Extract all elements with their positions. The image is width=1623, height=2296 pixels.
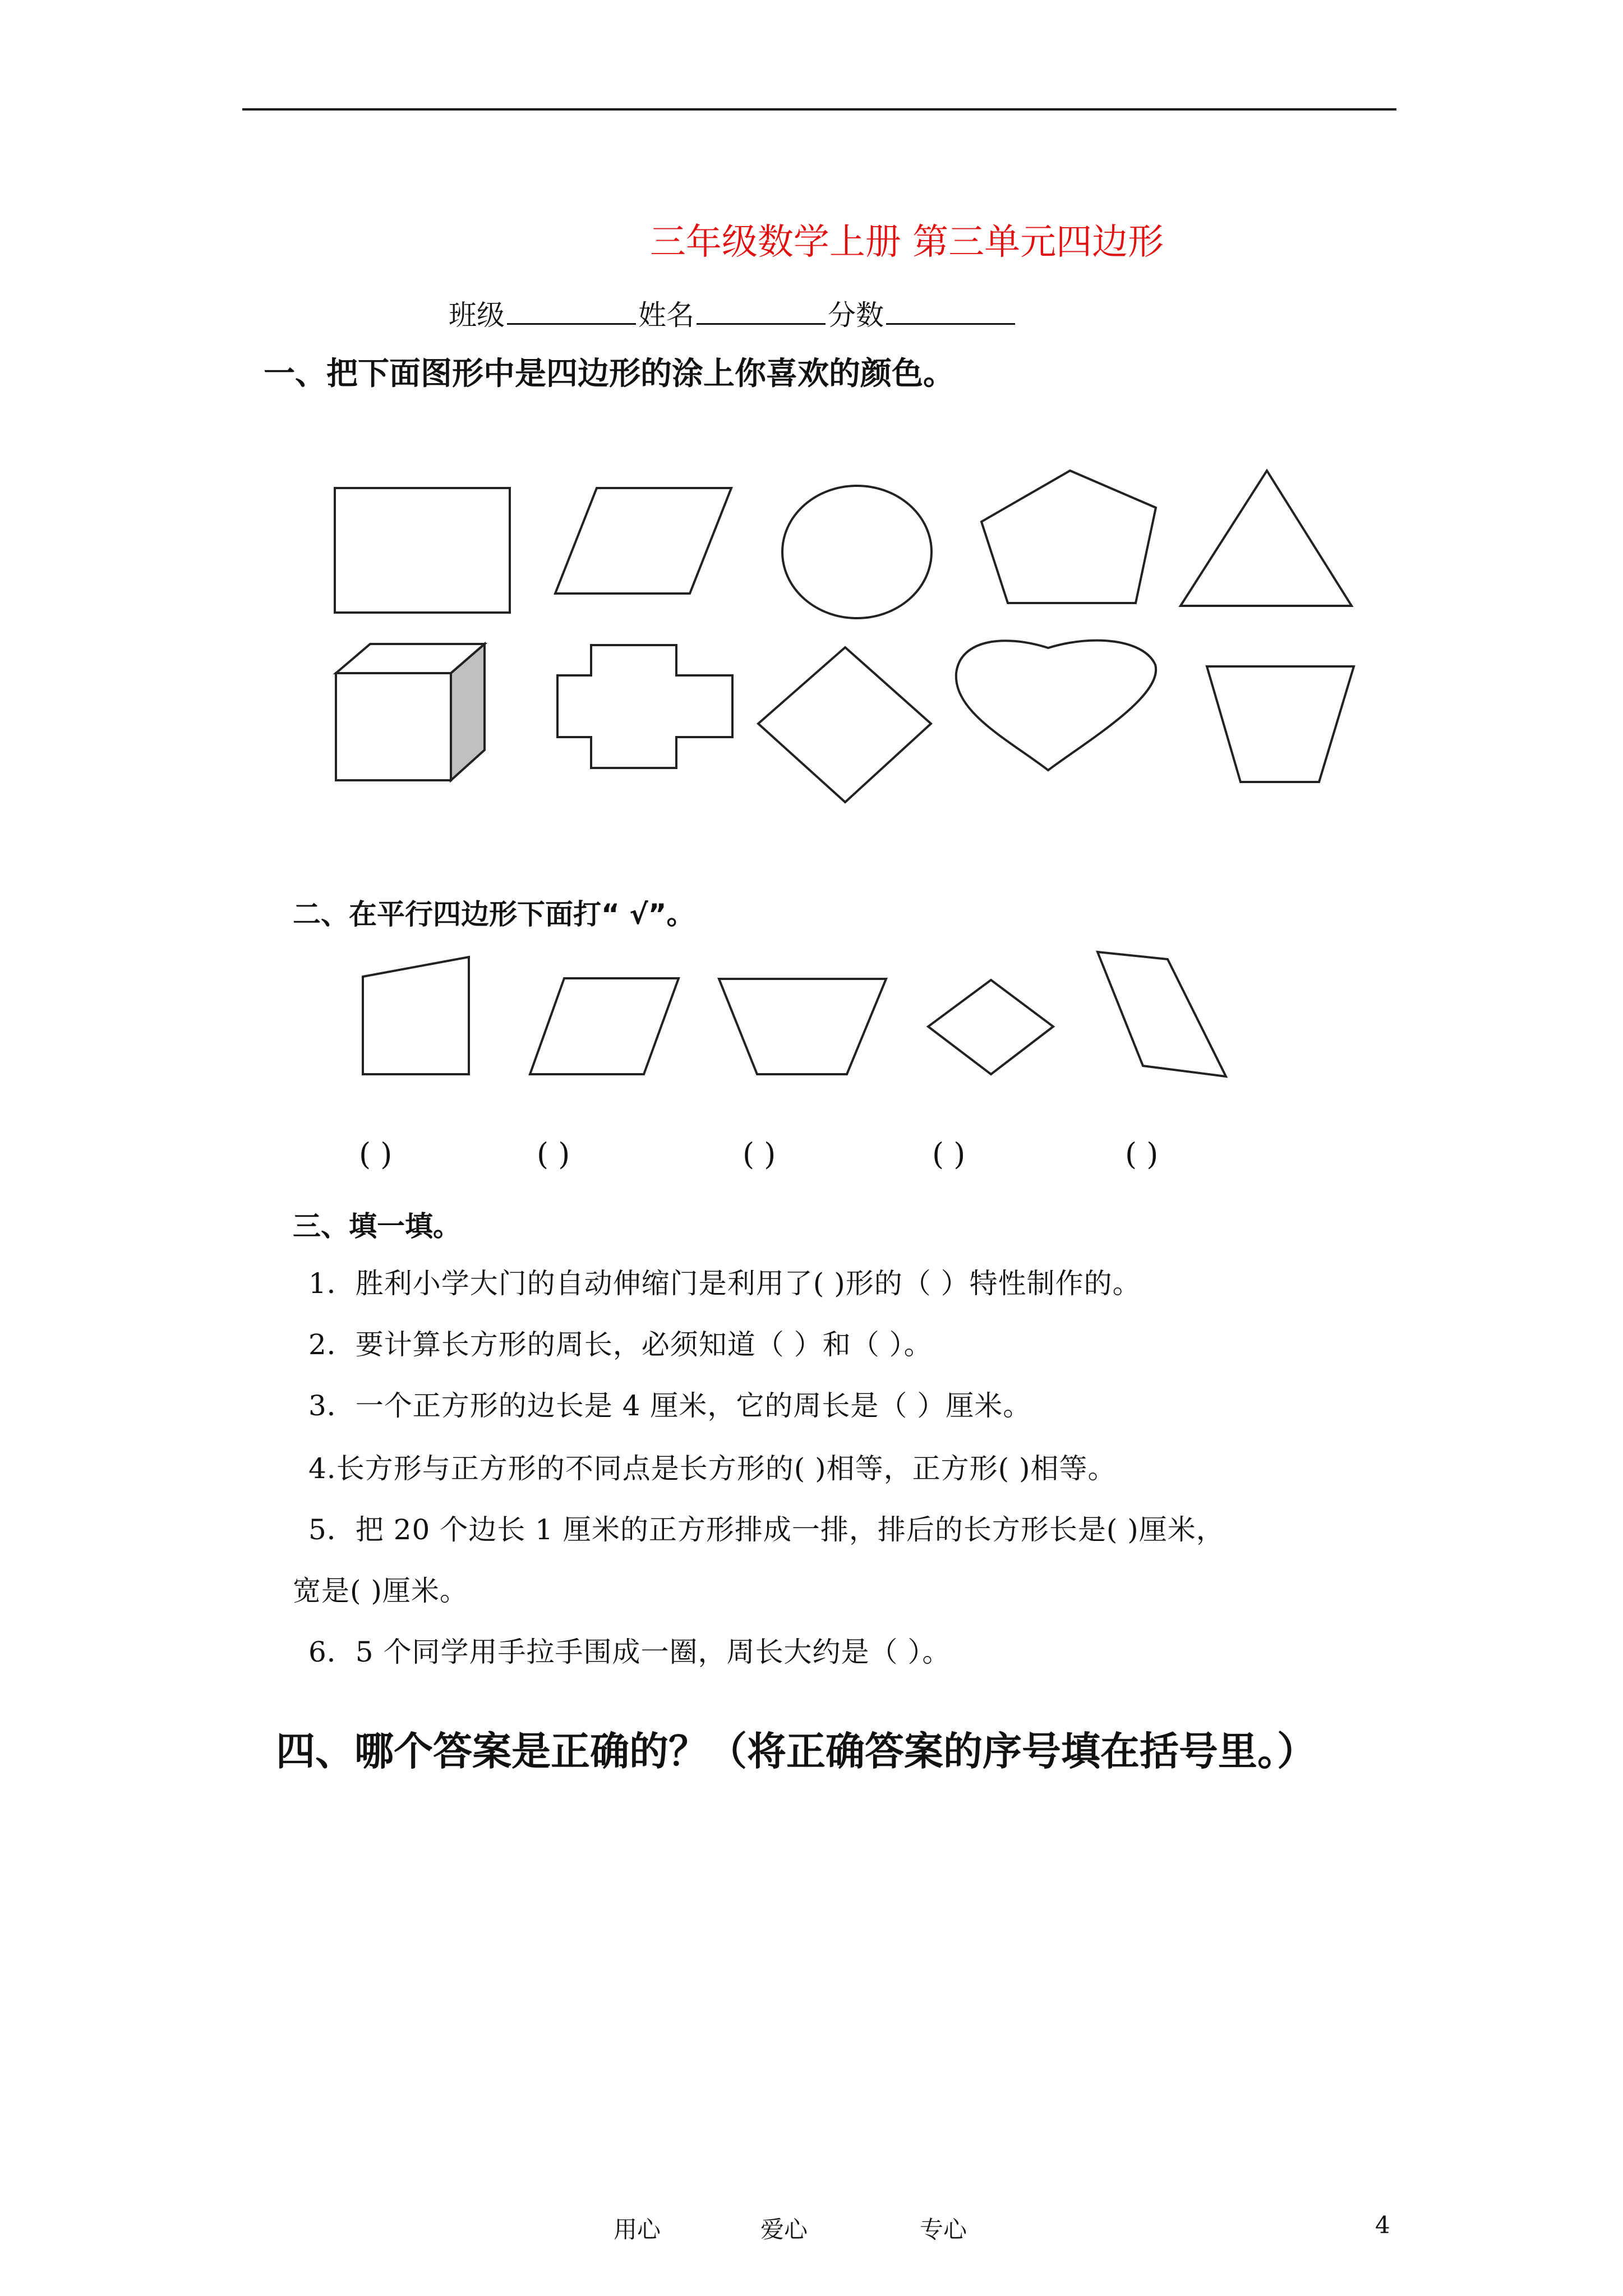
fill-item-2: 2．要计算长方形的周长，必须知道（ ）和（ ）。	[308, 1328, 933, 1361]
fill-item-4: 4.长方形与正方形的不同点是长方形的( )相等，正方形( )相等。	[308, 1452, 1117, 1485]
s2-shape-4-rhombus[interactable]	[928, 980, 1053, 1074]
answer-paren-2[interactable]: ( )	[537, 1137, 570, 1172]
score-label: 分数	[828, 299, 884, 332]
footer-right: 专心	[920, 2216, 967, 2243]
fill-item-1: 1．胜利小学大门的自动伸缩门是利用了( )形的（ ）特性制作的。	[308, 1267, 1141, 1300]
footer-left: 用心	[614, 2216, 661, 2243]
footer-middle: 爱心	[760, 2216, 808, 2243]
section4-heading: 四、哪个答案是正确的？（将正确答案的序号填在括号里。）	[276, 1728, 1316, 1774]
section1-heading: 一、把下面图形中是四边形的涂上你喜欢的颜色。	[264, 356, 955, 392]
fill-item-5: 5．把 20 个边长 1 厘米的正方形排成一排，排后的长方形长是( )厘米，	[308, 1513, 1225, 1546]
fill-item-6: 6．5 个同学用手拉手围成一圈，周长大约是（ ）。	[308, 1636, 951, 1668]
s2-shape-1-quadrilateral[interactable]	[363, 957, 469, 1074]
fill-item-3: 3．一个正方形的边长是 4 厘米，它的周长是（ ）厘米。	[308, 1389, 1032, 1422]
answer-paren-1[interactable]: ( )	[359, 1137, 393, 1172]
class-label: 班级	[449, 299, 505, 332]
name-label: 姓名	[638, 299, 694, 332]
answer-paren-5[interactable]: ( )	[1125, 1137, 1159, 1172]
fill-item-5-cont: 宽是( )厘米。	[293, 1575, 468, 1607]
s2-shape-5-parallelogram[interactable]	[1098, 952, 1226, 1076]
page-number: 4	[1375, 2211, 1390, 2239]
page-title: 三年级数学上册 第三单元四边形	[649, 222, 1164, 263]
section3-heading: 三、填一填。	[293, 1210, 461, 1243]
answer-paren-4[interactable]: ( )	[932, 1137, 966, 1172]
answer-paren-3[interactable]: ( )	[743, 1137, 776, 1172]
s2-shape-2-parallelogram[interactable]	[530, 978, 679, 1074]
s2-shape-3-trapezoid[interactable]	[719, 979, 886, 1074]
section2-heading: 二、在平行四边形下面打“ √”。	[293, 898, 695, 931]
